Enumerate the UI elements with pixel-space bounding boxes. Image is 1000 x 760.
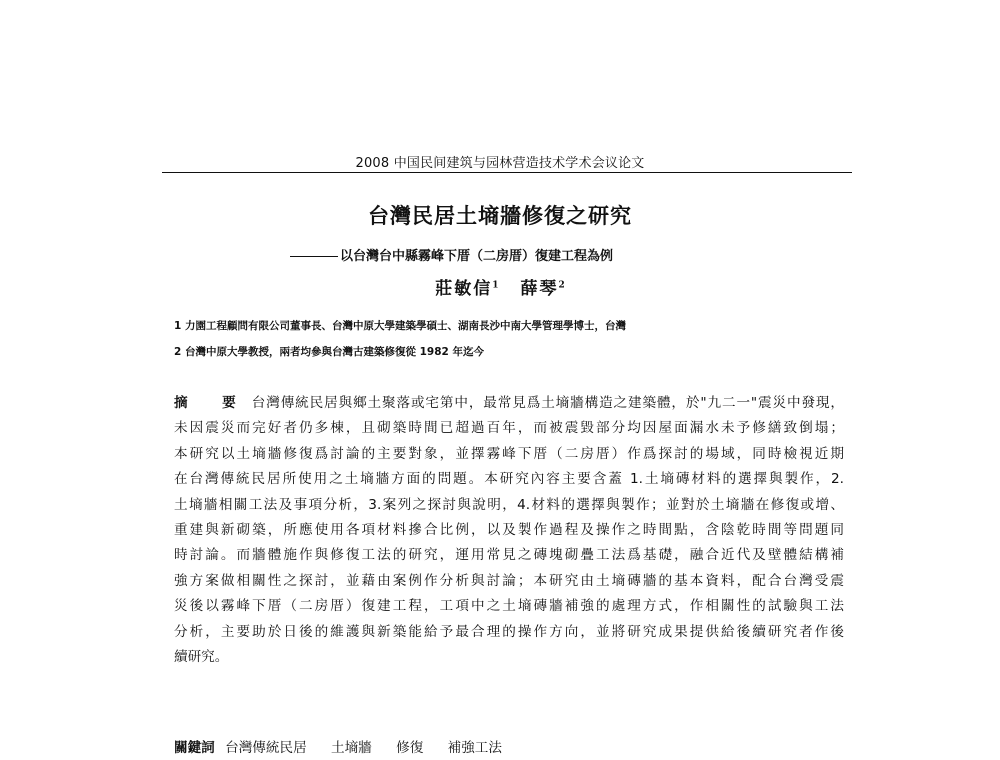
header-rule [162,172,852,173]
keyword: 台灣傳統民居 [225,740,307,756]
abstract-line: 續研究。 [174,648,229,665]
author-name: 莊敏信 [435,279,493,299]
abstract-line: 土墒牆相關工法及事項分析，3.案列之探討與說明，4.材料的選擇與製作；並對於土墒牆在修復或增、 [174,496,844,513]
keywords-label: 關鍵詞 [174,740,215,756]
keyword: 土墒牆 [331,740,372,756]
abstract-line: 本研究以土墒牆修復爲討論的主要對象，並擇霧峰下厝（二房厝）作爲探討的場域，同時檢視近期 [174,445,844,462]
abstract-line: 強方案做相關性之探討，並藉由案例作分析與討論；本研究由土墒磚牆的基本資料，配合台灣受震 [174,572,844,589]
running-head: 2008 中国民间建筑与园林营造技术学术会议论文 [355,156,645,171]
author-name: 薛琴 [520,279,559,299]
subtitle-dash [290,256,338,257]
paper-title: 台灣民居土墒牆修復之研究 [368,204,632,228]
abstract-label: 摘 要 [174,395,251,411]
abstract [174,391,844,670]
keywords [174,736,522,756]
affiliation-1: 1 力園工程顧問有限公司董事長、台灣中原大學建築學碩士、湖南長沙中南大學管理學博士，台灣 [174,320,626,332]
abstract-line: 災後以霧峰下厝（二房厝）復建工程，工項中之土墒磚牆補強的處理方式，作相關性的試驗與工法 [174,598,844,615]
affiliation-2: 2 台灣中原大學教授，兩者均參與台灣古建築修復從 1982 年迄今 [174,346,484,358]
abstract-line [174,391,844,416]
abstract-line: 重建與新砌築，所應使用各項材料摻合比例，以及製作過程及操作之時間點，含陰乾時間等問題同 [174,521,844,538]
authors [0,274,1000,299]
abstract-line: 時討論。而牆體施作與修復工法的研究，運用常見之磚塊砌疊工法爲基礎，融合近代及壁體結構補 [174,547,844,564]
keyword: 補強工法 [447,740,502,756]
abstract-line: 未因震災而完好者仍多棟，且砌築時間已超過百年，而被震毀部分均因屋面漏水未予修繕致倒塌； [174,420,844,437]
abstract-text: 台灣傳統民居與鄉土聚落或宅第中，最常見爲土墒牆構造之建築體，於"九二一"震災中發現， [251,395,844,411]
subtitle-text: 以台灣台中縣霧峰下厝（二房厝）復建工程為例 [340,249,614,264]
author-affil-marker: 1 [492,280,499,291]
paper-subtitle [290,245,613,264]
keyword: 修復 [396,740,424,756]
abstract-line: 在台灣傳統民居所使用之土墒牆方面的問題。本研究內容主要含蓋 1.土墒磚材料的選擇與製作，2. [174,471,844,488]
abstract-line: 分析，主要助於日後的維護與新築能給予最合理的操作方向，並將研究成果提供給後續研究者作後 [174,623,844,640]
author-affil-marker: 2 [558,280,565,291]
